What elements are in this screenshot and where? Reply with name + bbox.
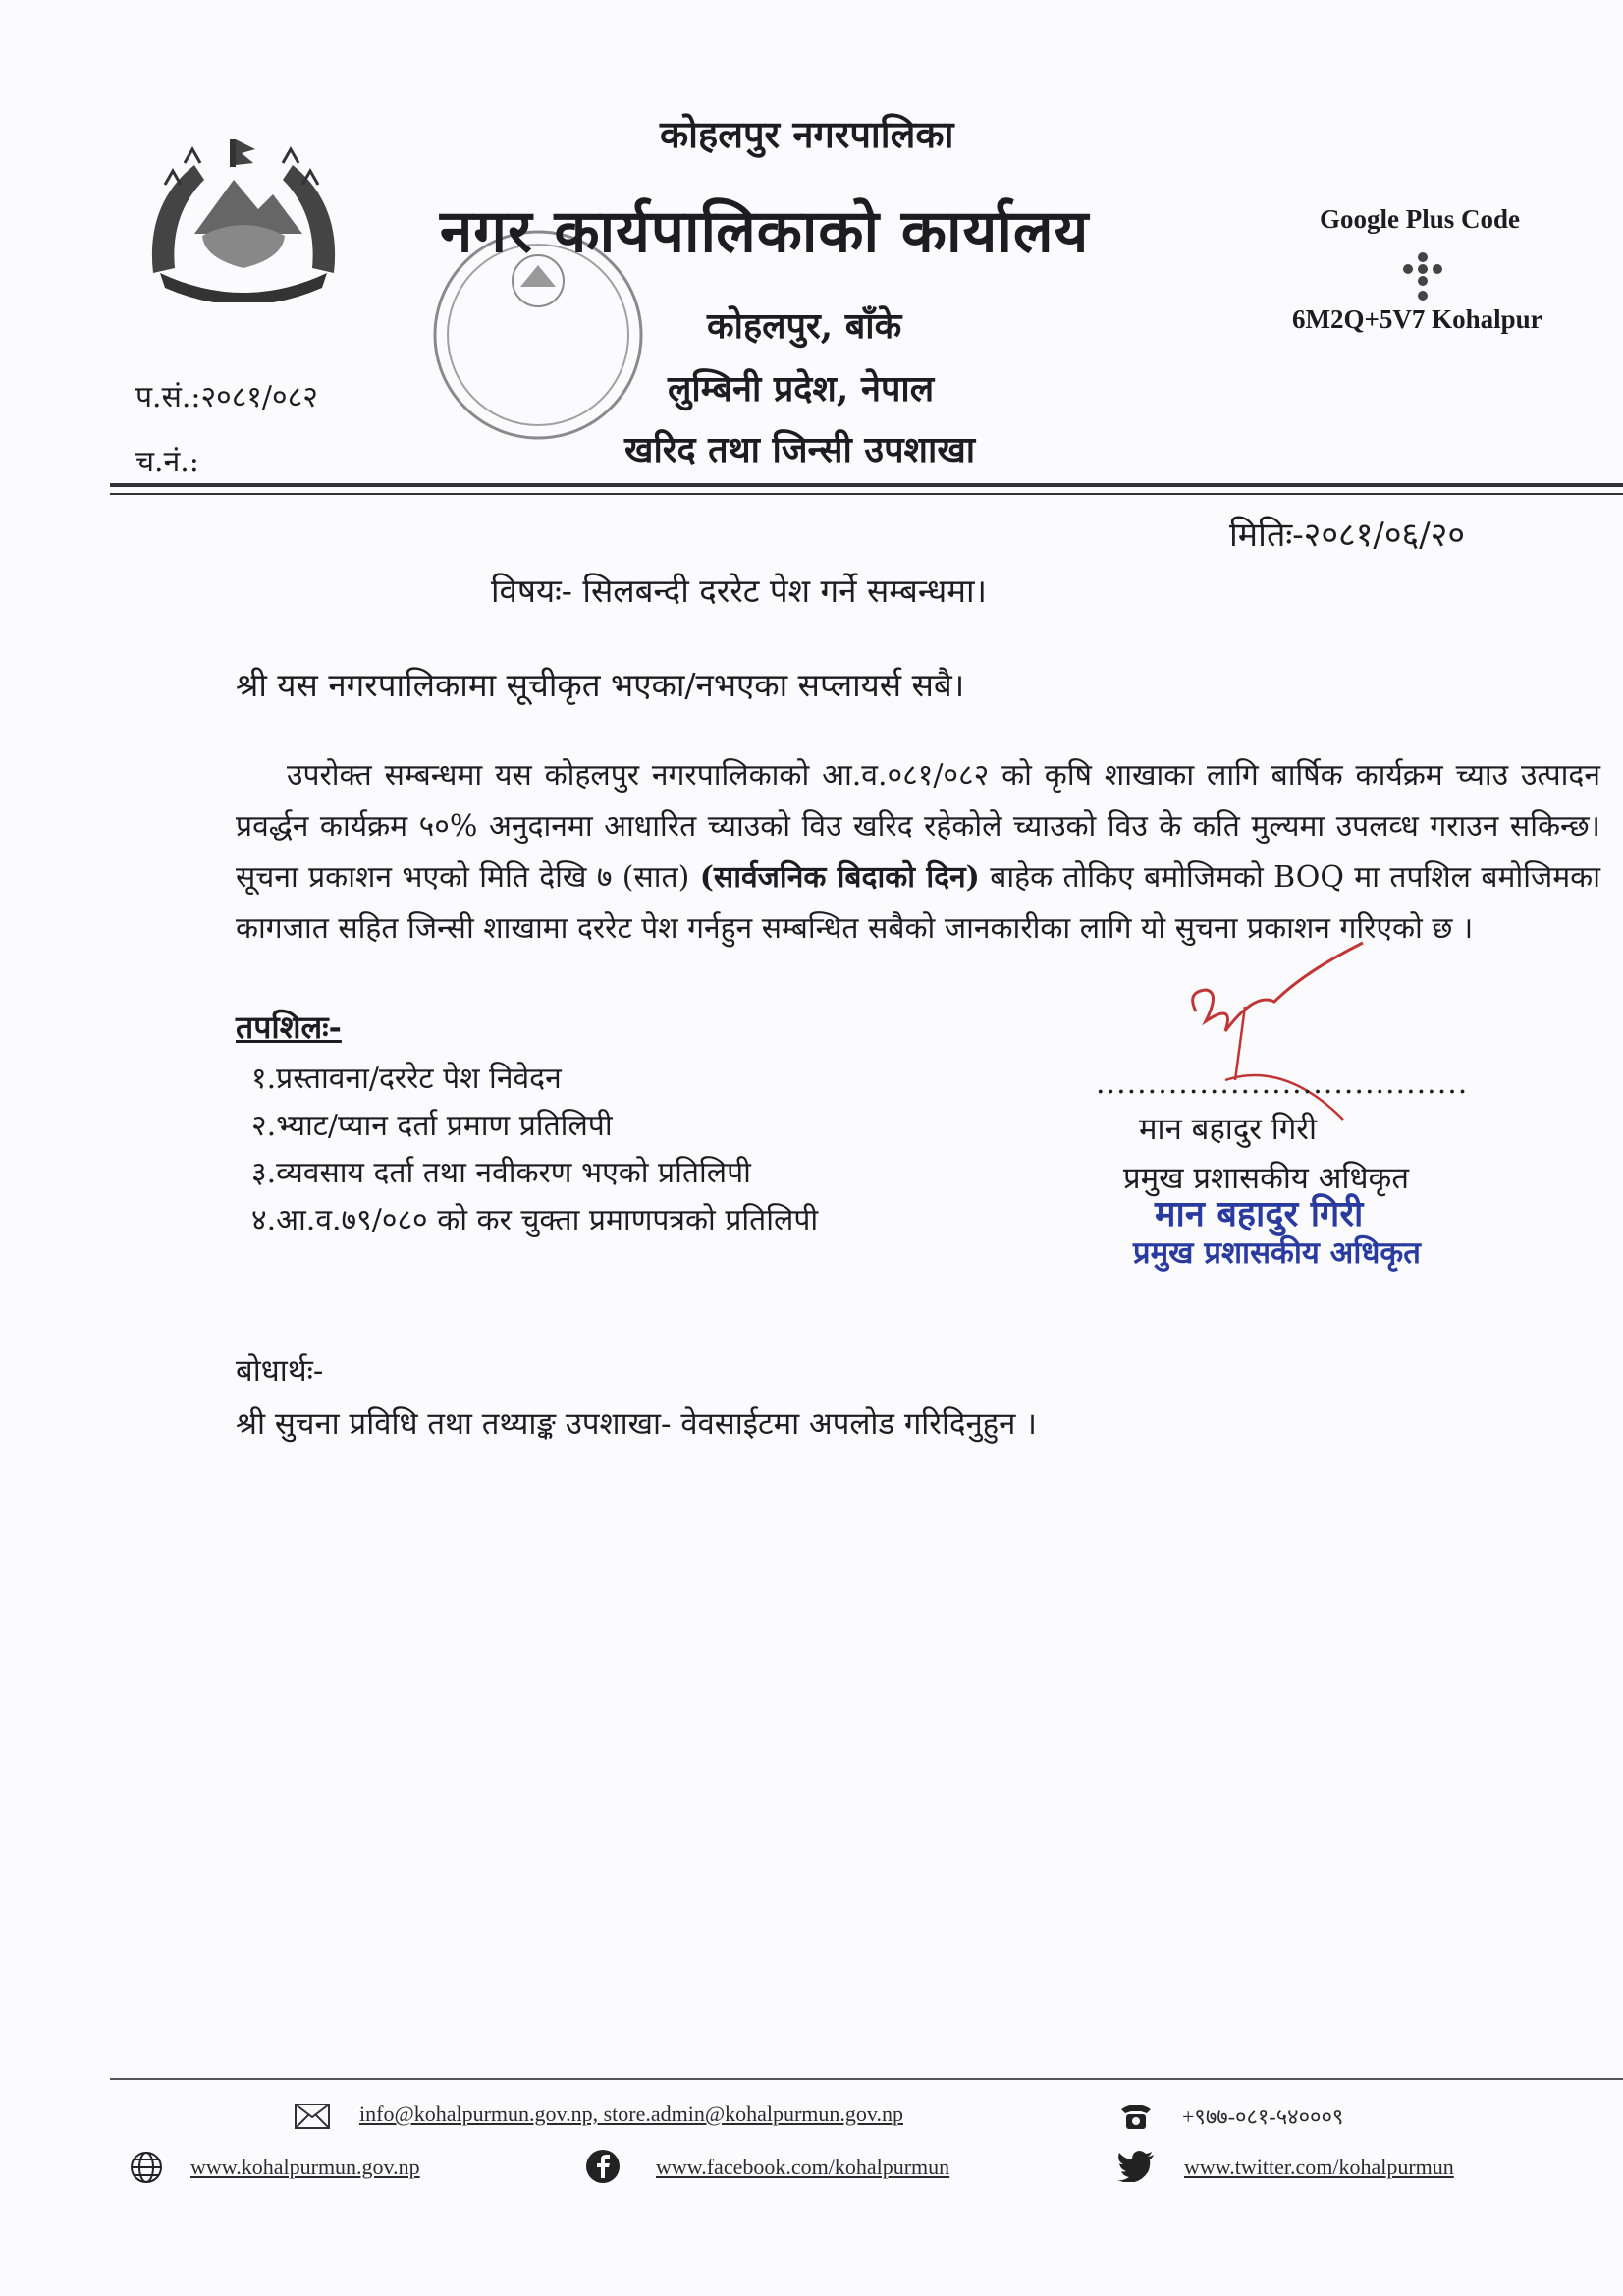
office-branch: खरिद तथा जिन्सी उपशाखा [624,429,976,470]
letter-date: मितिः-२०८१/०६/२० [1229,516,1466,555]
plus-code-value: 6M2Q+5V7 Kohalpur [1292,304,1542,334]
globe-icon [130,2151,163,2184]
list-item: ३.व्यवसाय दर्ता तथा नवीकरण भएको प्रतिलिपी [251,1156,751,1190]
signatory-name: मान बहादुर गिरी [1139,1112,1318,1147]
emblem-icon [135,126,352,302]
footer-website[interactable]: www.kohalpurmun.gov.np [190,2155,420,2179]
body-text-part1: उपरोक्त सम्बन्धमा यस कोहलपुर नगरपालिकाको आ.व.०८१/०८२ को कृषि शाखाका लागि बार्षिक कार्यक्रम च्याउ उत्पादन प्रवर्द्धन कार्यक्रम ५०% अनुदानमा आधारित च्याउको विउ खरिद रहेकोले च्याउको विउ के कति मुल्यमा उपलव्ध गराउन सकिन्छ। सूचना प्रकाशन भएको मिति देखि ७ (सात) [236,758,1600,895]
office-province: लुम्बिनी प्रदेश, नेपाल [668,368,935,410]
plus-code-label: Google Plus Code [1320,204,1521,234]
signatory-title: प्रमुख प्रशासकीय अधिकृत [1123,1161,1410,1196]
plus-code-dots-icon [1394,251,1451,304]
list-item: २.भ्याट/प्यान दर्ता प्रमाण प्रतिलिपी [251,1109,613,1143]
footer-phone: +९७७-०८१-५४०००९ [1182,2105,1344,2129]
letter-body [236,750,1600,955]
cc-title: बोधार्थः- [236,1353,324,1389]
twitter-icon [1117,2151,1155,2182]
list-item: १.प्रस्तावना/दररेट पेश निवेदन [251,1062,562,1096]
office-city: कोहलपुर, बाँके [707,305,902,347]
email-icon [295,2104,330,2129]
body-text-bold: (सार्वजनिक बिदाको दिन) [699,860,980,895]
list-item: ४.आ.व.७९/०८० को कर चुक्ता प्रमाणपत्रको प्रतिलिपी [251,1203,819,1237]
footer-twitter[interactable]: www.twitter.com/kohalpurmun [1184,2155,1454,2179]
details-title: तपशिलः- [236,1009,342,1046]
facebook-icon [585,2149,621,2184]
cc-item: श्री सुचना प्रविधि तथा तथ्याङ्क उपशाखा- वेवसाईटमा अपलोड गरिदिनुहुन । [236,1406,1037,1442]
footer-email[interactable]: info@kohalpurmun.gov.np, store.admin@kohalpurmun.gov.np [359,2102,903,2126]
header-divider [110,483,1623,487]
body-text-part2: बाहेक तोकिए बमोजिमको BOQ मा तपशिल बमोजिमका कागजात सहित जिन्सी शाखामा दररेट पेश गर्नहुन सम्बन्धित सबैको जानकारीका लागि यो सुचना प्रकाशन गरिएको छ । [236,860,1600,946]
stamp-signatory-name: मान बहादुर गिरी [1155,1193,1364,1234]
phone-icon [1119,2102,1153,2131]
header-divider-thin [110,493,1623,495]
footer-divider [110,2078,1623,2080]
footer-facebook[interactable]: www.facebook.com/kohalpurmun [656,2155,950,2179]
letter-subject: विषयः- सिलबन्दी दररेट पेश गर्ने सम्बन्धमा। [491,572,988,610]
office-name: नगर कार्यपालिकाको कार्यालय [440,197,1090,266]
letter-addressee: श्री यस नगरपालिकामा सूचीकृत भएका/नभएका सप्लायर्स सबै। [236,666,965,704]
reference-number: प.सं.:२०८१/०८२ [135,380,318,414]
signature-line: .................................... [1096,1066,1469,1101]
municipality-name: कोहलपुर नगरपालिका [660,112,954,156]
stamp-signatory-title: प्रमुख प्रशासकीय अधिकृत [1133,1235,1421,1271]
dispatch-number: च.नं.: [135,445,199,479]
